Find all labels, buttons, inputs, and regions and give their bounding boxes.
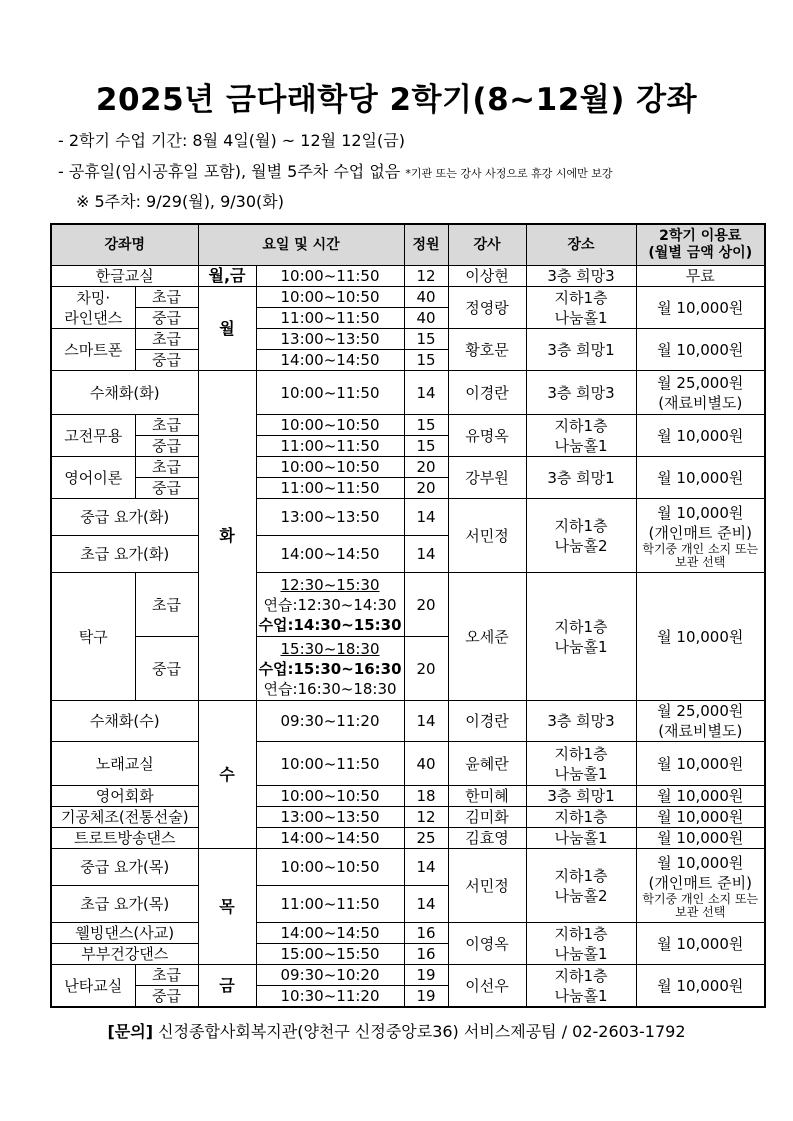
place [526, 499, 636, 573]
place: 3층 희망1 [526, 457, 636, 499]
contact-text: 신정종합사회복지관(양천구 신정중앙로36) 서비스제공팀 / 02-2603-1792 [158, 1022, 686, 1041]
place-line2: 나눔홀1 [554, 436, 608, 455]
teacher: 정영랑 [448, 287, 526, 329]
fee: 월 10,000원 [636, 786, 765, 807]
capacity: 15 [404, 436, 448, 457]
place-line1: 지하1층 [554, 416, 608, 435]
level: 중급 [135, 308, 198, 329]
level: 초급 [135, 965, 198, 986]
class-time: 10:00~11:50 [256, 742, 404, 786]
place: 나눔홀1 [526, 828, 636, 849]
teacher: 이선우 [448, 965, 526, 1008]
fee-line1: 월 10,000원 [657, 503, 744, 522]
place-line2: 나눔홀2 [554, 536, 608, 555]
class-time: 14:00~14:50 [256, 350, 404, 371]
fee [636, 371, 765, 415]
course-name: 영어회화 [51, 786, 198, 807]
table-row [51, 266, 765, 287]
day-thursday: 목 [198, 849, 256, 965]
class-time: 10:00~10:50 [256, 849, 404, 886]
course-name: 부부건강댄스 [51, 944, 198, 965]
place: 3층 희망1 [526, 786, 636, 807]
level: 초급 [135, 287, 198, 308]
capacity: 40 [404, 742, 448, 786]
capacity: 20 [404, 637, 448, 701]
class-time: 09:30~11:20 [256, 701, 404, 742]
fee: 월 10,000원 [636, 573, 765, 701]
class-time: 14:00~14:50 [256, 828, 404, 849]
table-row [51, 457, 765, 478]
time-total: 12:30~15:30 [280, 575, 380, 594]
place: 3층 희망3 [526, 266, 636, 287]
fee-line4: 보관 선택 [675, 554, 726, 569]
table-row [51, 849, 765, 886]
fee: 월 10,000원 [636, 828, 765, 849]
class-time: 11:00~11:50 [256, 436, 404, 457]
teacher: 윤혜란 [448, 742, 526, 786]
table-row [51, 371, 765, 415]
time-practice: 연습:12:30~14:30 [263, 595, 397, 614]
teacher: 이상현 [448, 266, 526, 287]
teacher: 황호문 [448, 329, 526, 371]
course-table [50, 223, 766, 1008]
teacher: 김효영 [448, 828, 526, 849]
class-time: 10:00~11:50 [256, 266, 404, 287]
course-name: 영어이론 [51, 457, 135, 499]
class-time: 10:00~10:50 [256, 415, 404, 436]
course-name: 한글교실 [51, 266, 198, 287]
time-total: 15:30~18:30 [280, 639, 380, 658]
course-name: 웰빙댄스(사교) [51, 923, 198, 944]
course-name: 초급 요가(목) [51, 886, 198, 923]
note-holiday-small: *기관 또는 강사 사정으로 휴강 시에만 보강 [405, 167, 613, 180]
fee: 월 10,000원 [636, 457, 765, 499]
place [526, 573, 636, 701]
class-time: 10:00~10:50 [256, 457, 404, 478]
day-tuesday: 화 [198, 371, 256, 701]
place-line1: 지하1층 [554, 924, 608, 943]
capacity: 40 [404, 287, 448, 308]
capacity: 15 [404, 350, 448, 371]
capacity: 15 [404, 329, 448, 350]
capacity: 20 [404, 457, 448, 478]
place: 3층 희망3 [526, 701, 636, 742]
course-name: 중급 요가(목) [51, 849, 198, 886]
level: 중급 [135, 986, 198, 1008]
place-line1: 지하1층 [554, 744, 608, 763]
fee-line1: 월 25,000원 [657, 373, 744, 392]
fee-line2: (재료비별도) [658, 393, 743, 412]
class-time: 10:00~11:50 [256, 371, 404, 415]
class-time: 10:00~10:50 [256, 786, 404, 807]
capacity: 14 [404, 371, 448, 415]
level: 초급 [135, 415, 198, 436]
place [526, 742, 636, 786]
class-time: 13:00~13:50 [256, 329, 404, 350]
note-holiday [58, 159, 612, 182]
fee: 월 10,000원 [636, 807, 765, 828]
capacity: 14 [404, 849, 448, 886]
contact-footer [0, 1019, 793, 1042]
place [526, 923, 636, 965]
capacity: 14 [404, 701, 448, 742]
fee: 월 10,000원 [636, 329, 765, 371]
fee-line4: 보관 선택 [675, 904, 726, 919]
contact-label: [문의] [107, 1022, 154, 1041]
header-time: 요일 및 시간 [198, 224, 404, 266]
teacher: 서민정 [448, 849, 526, 923]
capacity: 20 [404, 478, 448, 499]
place-line2: 나눔홀1 [554, 986, 608, 1005]
capacity: 14 [404, 536, 448, 573]
table-row [51, 287, 765, 308]
time-lesson: 수업:14:30~15:30 [258, 615, 402, 634]
class-time: 15:00~15:50 [256, 944, 404, 965]
level: 중급 [135, 350, 198, 371]
table-row [51, 415, 765, 436]
class-time: 11:00~11:50 [256, 886, 404, 923]
fee: 월 10,000원 [636, 415, 765, 457]
place-line2: 나눔홀1 [554, 764, 608, 783]
header-place: 장소 [526, 224, 636, 266]
class-time: 14:00~14:50 [256, 923, 404, 944]
class-time: 11:00~11:50 [256, 478, 404, 499]
teacher: 이영옥 [448, 923, 526, 965]
place: 3층 희망1 [526, 329, 636, 371]
place-line2: 나눔홀1 [554, 308, 608, 327]
table-row [51, 742, 765, 786]
course-name: 수채화(화) [51, 371, 198, 415]
class-time [256, 573, 404, 637]
table-header-row [51, 224, 765, 266]
teacher: 강부원 [448, 457, 526, 499]
class-time: 10:30~11:20 [256, 986, 404, 1008]
course-name: 노래교실 [51, 742, 198, 786]
capacity: 16 [404, 944, 448, 965]
fee-line1: 월 10,000원 [657, 853, 744, 872]
fee-line2: (재료비별도) [658, 722, 743, 740]
place-line2: 나눔홀1 [554, 637, 608, 656]
capacity: 19 [404, 965, 448, 986]
teacher: 이경란 [448, 371, 526, 415]
class-time: 10:00~10:50 [256, 287, 404, 308]
place-line1: 지하1층 [554, 288, 608, 307]
course-name: 수채화(수) [51, 701, 198, 742]
place-line1: 지하1층 [554, 866, 608, 885]
day-friday: 금 [198, 965, 256, 1008]
fee-line2: (개인매트 준비) [648, 523, 752, 542]
note-holiday-text: - 공휴일(임시공휴일 포함), 월별 5주차 수업 없음 [58, 162, 401, 181]
day-monday: 월 [198, 287, 256, 371]
teacher: 서민정 [448, 499, 526, 573]
level: 초급 [135, 457, 198, 478]
course-name: 탁구 [51, 573, 135, 701]
course-name: 난타교실 [51, 965, 135, 1008]
course-name: 고전무용 [51, 415, 135, 457]
fee-line3: 학기중 개인 소지 또는 [642, 541, 759, 556]
table-row [51, 828, 765, 849]
header-teacher: 강사 [448, 224, 526, 266]
fee: 월 10,000원 [636, 742, 765, 786]
place-line2: 나눔홀2 [554, 886, 608, 905]
table-row [51, 923, 765, 944]
teacher: 한미혜 [448, 786, 526, 807]
place: 3층 희망3 [526, 371, 636, 415]
capacity: 18 [404, 786, 448, 807]
fee-line1: 월 25,000원 [657, 702, 744, 720]
fee [636, 849, 765, 923]
header-fee-line1: 2학기 이용료 [659, 228, 742, 244]
capacity: 40 [404, 308, 448, 329]
time-practice: 연습:16:30~18:30 [263, 679, 397, 698]
place-line1: 지하1층 [554, 617, 608, 636]
table-row [51, 786, 765, 807]
class-time: 13:00~13:50 [256, 499, 404, 536]
level: 중급 [135, 637, 198, 701]
fee-line2: (개인매트 준비) [648, 873, 752, 892]
course-name: 스마트폰 [51, 329, 135, 371]
place-line1: 지하1층 [554, 516, 608, 535]
course-name: 중급 요가(화) [51, 499, 198, 536]
fee: 월 10,000원 [636, 923, 765, 965]
fee: 월 10,000원 [636, 965, 765, 1008]
table-row [51, 965, 765, 986]
level: 초급 [135, 573, 198, 637]
fee: 월 10,000원 [636, 287, 765, 329]
teacher: 오세준 [448, 573, 526, 701]
day-wednesday: 수 [198, 701, 256, 849]
header-capacity: 정원 [404, 224, 448, 266]
header-fee-line2: (월별 금액 상이) [648, 245, 753, 261]
page-title: 2025년 금다래학당 2학기(8~12월) 강좌 [95, 82, 698, 118]
note-period: - 2학기 수업 기간: 8월 4일(월) ~ 12월 12일(금) [58, 131, 405, 150]
course-name [51, 287, 135, 329]
class-time: 13:00~13:50 [256, 807, 404, 828]
table-row [51, 499, 765, 536]
fee [636, 499, 765, 573]
fee [636, 701, 765, 742]
capacity: 12 [404, 807, 448, 828]
table-row [51, 573, 765, 637]
capacity: 19 [404, 986, 448, 1008]
capacity: 14 [404, 499, 448, 536]
level: 중급 [135, 478, 198, 499]
table-row [51, 807, 765, 828]
class-time [256, 637, 404, 701]
table-row [51, 329, 765, 350]
class-time: 14:00~14:50 [256, 536, 404, 573]
place-line2: 나눔홀1 [554, 944, 608, 963]
teacher: 유명옥 [448, 415, 526, 457]
level: 중급 [135, 436, 198, 457]
header-fee [636, 224, 765, 266]
capacity: 20 [404, 573, 448, 637]
course-name: 초급 요가(화) [51, 536, 198, 573]
place-line1: 지하1층 [554, 966, 608, 985]
fee: 무료 [636, 266, 765, 287]
time-lesson: 수업:15:30~16:30 [258, 659, 402, 678]
course-name-line1: 차밍· [76, 288, 111, 307]
class-time: 11:00~11:50 [256, 308, 404, 329]
table-row [51, 701, 765, 742]
header-course: 강좌명 [51, 224, 198, 266]
day-label: 월,금 [198, 266, 256, 287]
place [526, 415, 636, 457]
place [526, 849, 636, 923]
place [526, 287, 636, 329]
capacity: 15 [404, 415, 448, 436]
capacity: 14 [404, 886, 448, 923]
capacity: 12 [404, 266, 448, 287]
course-name: 트로트방송댄스 [51, 828, 198, 849]
fee-line3: 학기중 개인 소지 또는 [642, 891, 759, 906]
class-time: 09:30~10:20 [256, 965, 404, 986]
capacity: 25 [404, 828, 448, 849]
place [526, 965, 636, 1008]
course-name-line2: 라인댄스 [64, 308, 123, 327]
capacity: 16 [404, 923, 448, 944]
level: 초급 [135, 329, 198, 350]
teacher: 이경란 [448, 701, 526, 742]
note-week5: ※ 5주차: 9/29(월), 9/30(화) [76, 192, 284, 211]
course-name: 기공체조(전통선술) [51, 807, 198, 828]
place: 지하1층 [526, 807, 636, 828]
teacher: 김미화 [448, 807, 526, 828]
